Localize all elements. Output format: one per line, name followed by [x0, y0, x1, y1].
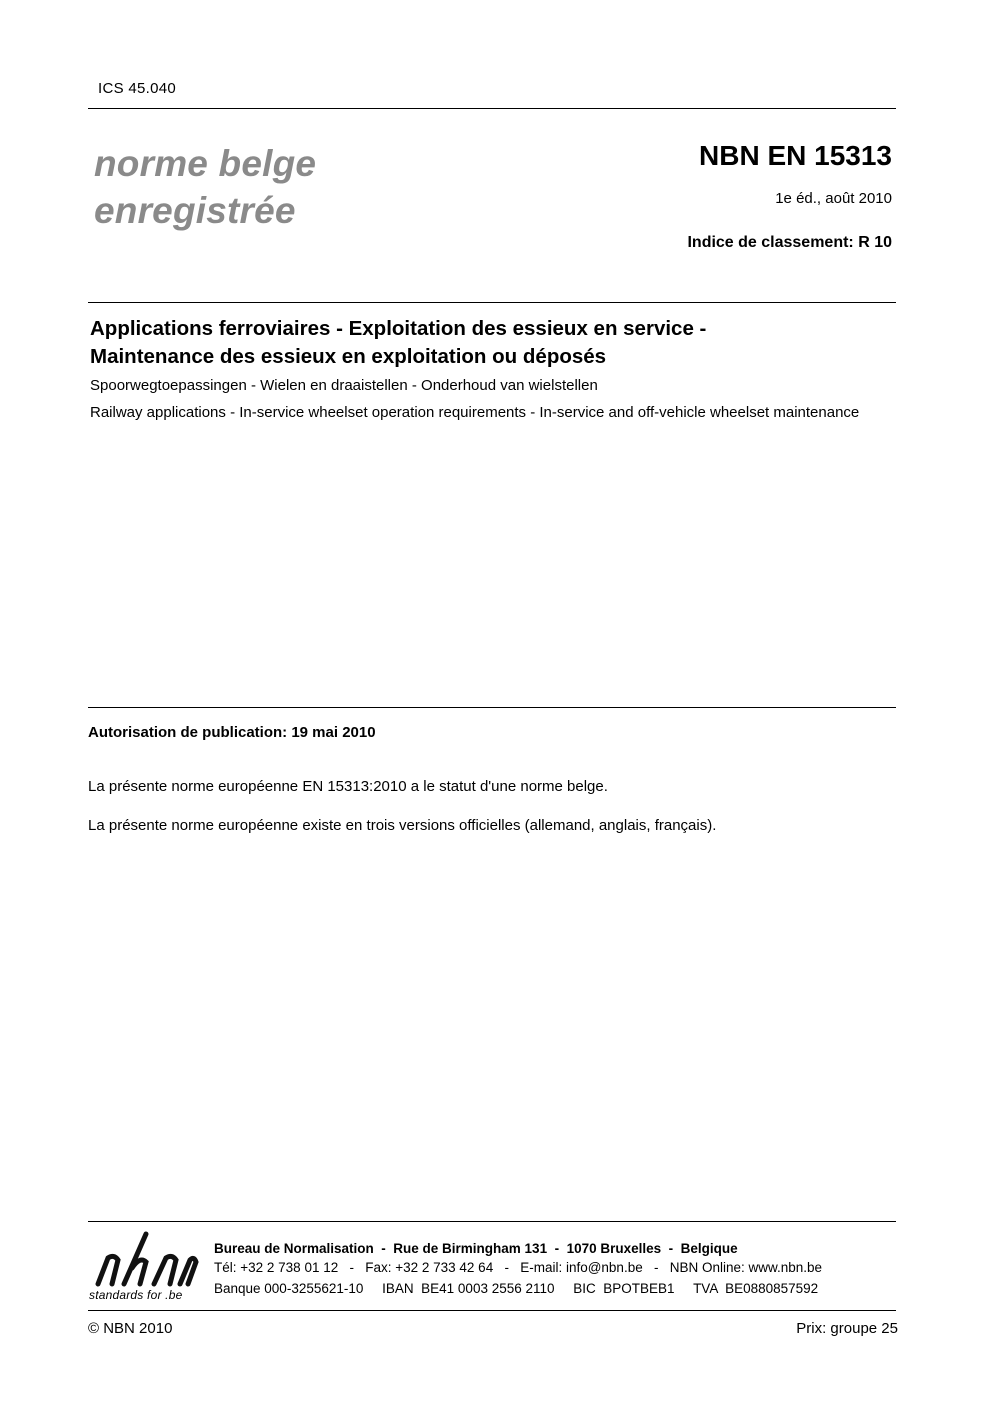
publication-authorisation: Autorisation de publication: 19 mai 2010: [88, 724, 376, 741]
logo-stroke: [132, 1260, 146, 1284]
edition-date: 1e éd., août 2010: [775, 190, 892, 207]
status-paragraph: La présente norme européenne EN 15313:2010 a le statut d'une norme belge.: [88, 778, 608, 795]
norme-belge-heading: [94, 140, 316, 234]
title-french-line-1: Applications ferroviaires - Exploitation des essieux en service -: [90, 317, 707, 340]
bottom-divider: [88, 1310, 896, 1311]
copyright: © NBN 2010: [88, 1320, 173, 1337]
logo-tagline: standards for .be: [89, 1288, 183, 1302]
logo-stroke: [154, 1256, 176, 1284]
footer-divider: [88, 1221, 896, 1222]
title-divider: [88, 302, 896, 303]
norme-line-2: enregistrée: [94, 190, 296, 231]
standard-code: NBN EN 15313: [699, 140, 892, 171]
title-french: [90, 315, 890, 371]
classification-index: Indice de classement: R 10: [687, 234, 892, 251]
header-divider: [88, 108, 896, 109]
versions-paragraph: La présente norme européenne existe en trois versions officielles (allemand, anglais, français).: [88, 817, 717, 834]
price-group: Prix: groupe 25: [796, 1320, 898, 1337]
title-english: Railway applications - In-service wheelset operation requirements - In-service and off-vehicle wheelset maintenance: [90, 404, 860, 421]
footer-address: Bureau de Normalisation - Rue de Birmingham 131 - 1070 Bruxelles - Belgique: [214, 1241, 738, 1256]
logo-stroke: [180, 1258, 196, 1284]
body-divider: [88, 707, 896, 708]
title-french-line-2: Maintenance des essieux en exploitation ou déposés: [90, 345, 607, 368]
logo-stroke: [98, 1256, 118, 1284]
footer-bank: Banque 000-3255621-10 IBAN BE41 0003 2556 2110 BIC BPOTBEB1 TVA BE0880857592: [214, 1281, 819, 1296]
norme-line-1: norme belge: [94, 143, 317, 184]
title-dutch: Spoorwegtoepassingen - Wielen en draaistellen - Onderhoud van wielstellen: [90, 377, 598, 394]
ics-code: ICS 45.040: [98, 80, 177, 97]
footer-contact: Tél: +32 2 738 01 12 - Fax: +32 2 733 42 64 - E-mail: info@nbn.be - NBN Online: www.nbn.be: [214, 1260, 823, 1275]
